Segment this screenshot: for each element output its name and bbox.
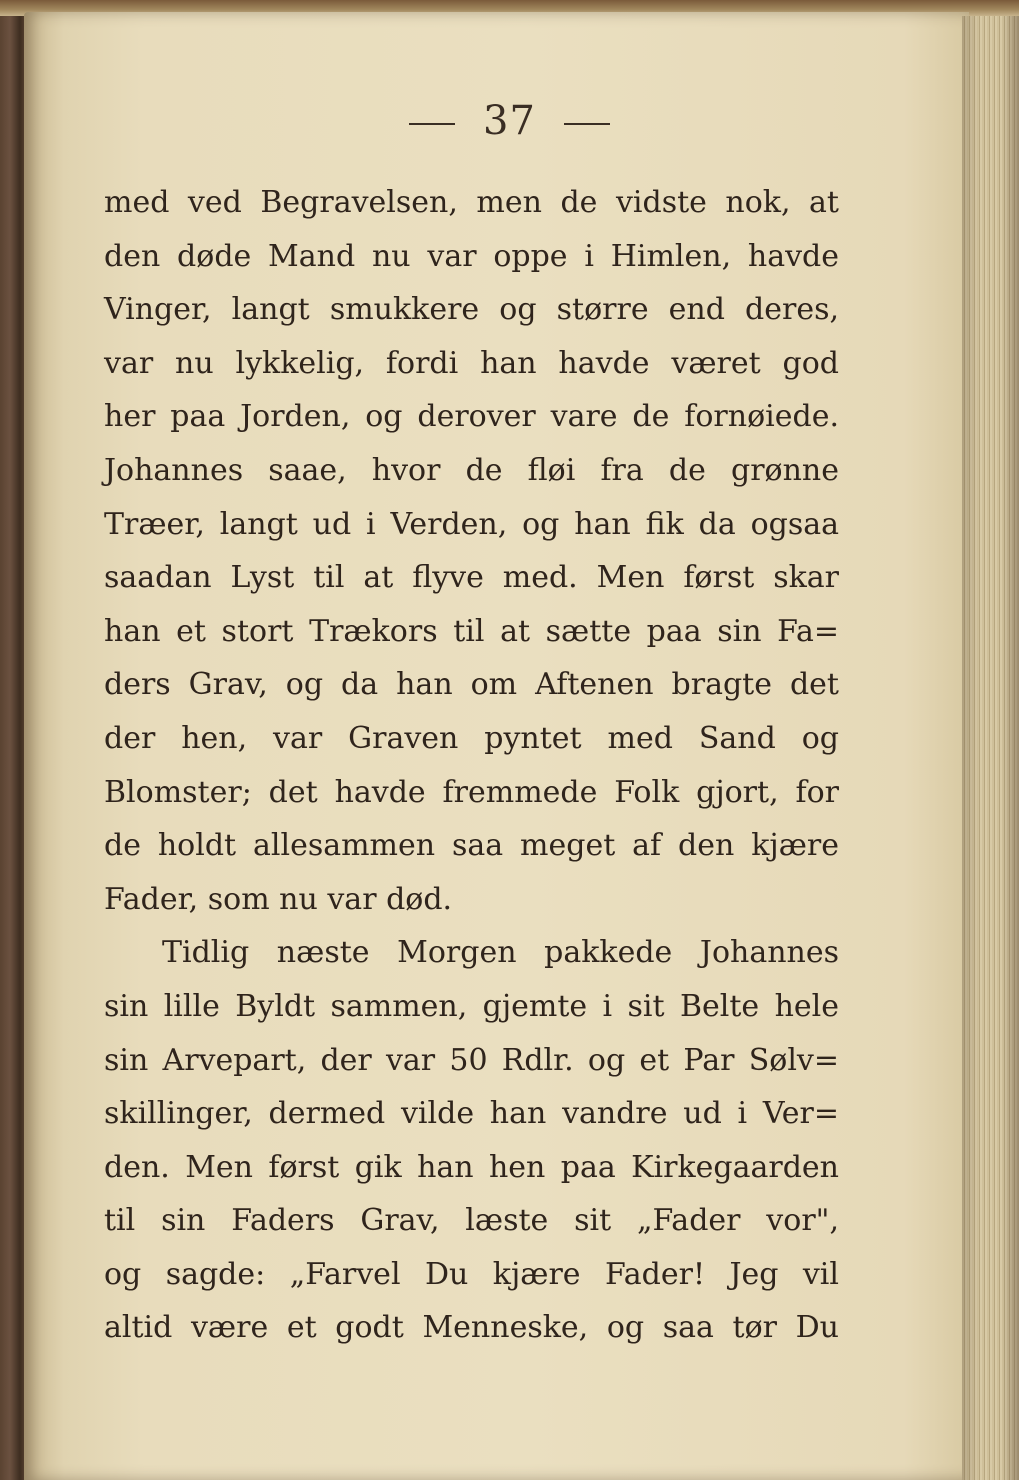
- text-line: den døde Mand nu var oppe i Himlen, havde: [104, 238, 839, 274]
- text-line: altid være et godt Menneske, og saa tør Du: [104, 1310, 839, 1346]
- text-line: han et stort Trækors til at sætte paa sin Fa=: [104, 613, 839, 649]
- body-text: [104, 176, 839, 1355]
- text-line: Tidlig næste Morgen pakkede Johannes: [162, 935, 839, 971]
- text-line: Blomster; det havde fremmede Folk gjort, for: [104, 774, 839, 810]
- text-line: saadan Lyst til at flyve med. Men først skar: [104, 560, 839, 596]
- text-line: Vinger, langt smukkere og større end deres,: [104, 292, 839, 328]
- text-line: sin Arvepart, der var 50 Rdlr. og et Par Sølv=: [104, 1042, 839, 1078]
- page-header: [0, 98, 1019, 144]
- text-line: Træer, langt ud i Verden, og han fik da ogsaa: [104, 506, 839, 542]
- text-line: til sin Faders Grav, læste sit „Fader vor",: [104, 1203, 839, 1239]
- text-line: her paa Jorden, og derover vare de fornøiede.: [104, 399, 839, 435]
- text-line: ders Grav, og da han om Aftenen bragte det: [104, 667, 839, 703]
- header-dash-left: [409, 123, 455, 125]
- text-line: Johannes saae, hvor de fløi fra de grønne: [104, 452, 839, 488]
- text-line: der hen, var Graven pyntet med Sand og: [104, 720, 839, 756]
- page-edges-shade: [962, 16, 1019, 1480]
- text-line: den. Men først gik han hen paa Kirkegaarden: [104, 1149, 839, 1185]
- text-line: var nu lykkelig, fordi han havde været god: [104, 345, 839, 381]
- header-dash-right: [564, 123, 610, 125]
- text-line: Fader, som nu var død.: [104, 881, 453, 917]
- text-line: skillinger, dermed vilde han vandre ud i Ver=: [104, 1096, 839, 1132]
- text-line: med ved Begravelsen, men de vidste nok, at: [104, 185, 839, 220]
- text-line: sin lille Byldt sammen, gjemte i sit Belte hele: [104, 988, 839, 1024]
- text-line: og sagde: „Farvel Du kjære Fader! Jeg vil: [104, 1256, 839, 1292]
- text-line: de holdt allesammen saa meget af den kjære: [104, 828, 839, 864]
- page-number: 37: [483, 98, 536, 144]
